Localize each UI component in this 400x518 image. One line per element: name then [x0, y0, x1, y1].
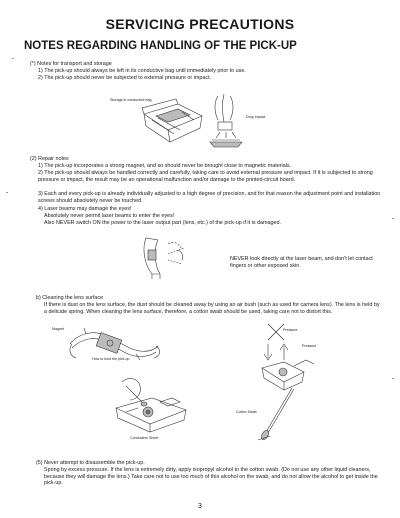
fig-magnet-label: Magnet	[52, 327, 64, 331]
fig-hold-label: How to hold the pick-up	[92, 357, 130, 361]
scan-mark	[392, 218, 394, 219]
cleaning-heading: b) Cleaning the lens surface	[36, 295, 104, 301]
no-pressure-illustration	[254, 322, 320, 394]
repair-item-2: 2) The pick-up should always be handled correctly and carefully, taking care to avoid external pressure and impact. If it is subjected to strong pressure or impact, the result may be an operational malfunction and/or damage to the printed-circuit board.	[38, 170, 373, 183]
repair-item-4a: 4) Laser beams may damage the eyes!	[38, 206, 132, 212]
laser-warning-text: NEVER look directly at the laser beam, and don't let contact fingers or other exposed skin.	[230, 256, 373, 269]
scan-mark	[12, 58, 14, 59]
scan-mark	[392, 378, 394, 379]
repair-item-4b: Absolutely never permit laser beams to enter the eyes!	[44, 213, 175, 219]
disassemble-heading: (5) Never attempt to disassemble the pick-up.	[36, 460, 145, 466]
laser-eye-warning-illustration	[138, 234, 188, 280]
scan-mark	[6, 192, 8, 193]
cotton-swab-cleaning-illustration	[102, 372, 212, 434]
section-subtitle: NOTES REGARDING HANDLING OF THE PICK-UP	[24, 40, 297, 52]
repair-item-4c: Also NEVER switch ON the power to the laser output part (lens, etc.) of the pick-up if it is damaged.	[44, 220, 281, 226]
repair-item-3: 3) Each and every pick-up is already individually adjusted to a high degree of precision, and for that reason the adjustment point and installation screws should absolutely never be touched.	[38, 191, 381, 204]
page-title: SERVICING PRECAUTIONS	[105, 16, 295, 32]
fig-storage-label: Storage in conductive bag	[110, 98, 152, 102]
repair-item-1: 1) The pick-up incorporates a strong magnet, and so should never be brought close to magnetic materials.	[38, 163, 292, 169]
page-number: 3	[198, 503, 202, 510]
transport-item-2: 2) The pick-up should never be subjected to external pressure or impact.	[38, 75, 212, 81]
fig-swab-label: Cotton Swab	[236, 410, 257, 414]
drop-impact-illustration	[208, 92, 244, 148]
fig-drop-label: Drop impact	[246, 115, 266, 119]
fig-pressure-top-label: Pressure	[283, 328, 298, 332]
fig-pressure-label: Pressure	[302, 344, 317, 348]
conductive-bag-illustration	[138, 100, 208, 148]
cotton-swab-illustration	[256, 386, 298, 444]
transport-heading: (*) Notes for transport and storage	[30, 61, 112, 67]
cleaning-body: If there is dust on the lens surface, the dust should be cleaned away by using an air bush (such as used for camera lens). The lens is held by a delicate spring. When cleaning the lens surface, therefore, a cotton swab should be used, taking care not to distort this.	[44, 302, 380, 315]
disassemble-body: Spring by excess pressure. If the lens is extremely dirty, apply isopropyl alcohol to the cotton swab. (Do not use any other liquid cleaners, because they will damage the lens.) Take care not to use too much of this alcohol on the swab, and do not allow the alcohol to get inside the pick-up.	[44, 467, 378, 487]
transport-item-1: 1) The pick-up should always be left in its conductive bag until immediately prior to use.	[38, 68, 246, 74]
repair-heading: (2) Repair notes	[30, 156, 69, 162]
fig-shield-label: Conductive Sheet	[130, 436, 159, 440]
